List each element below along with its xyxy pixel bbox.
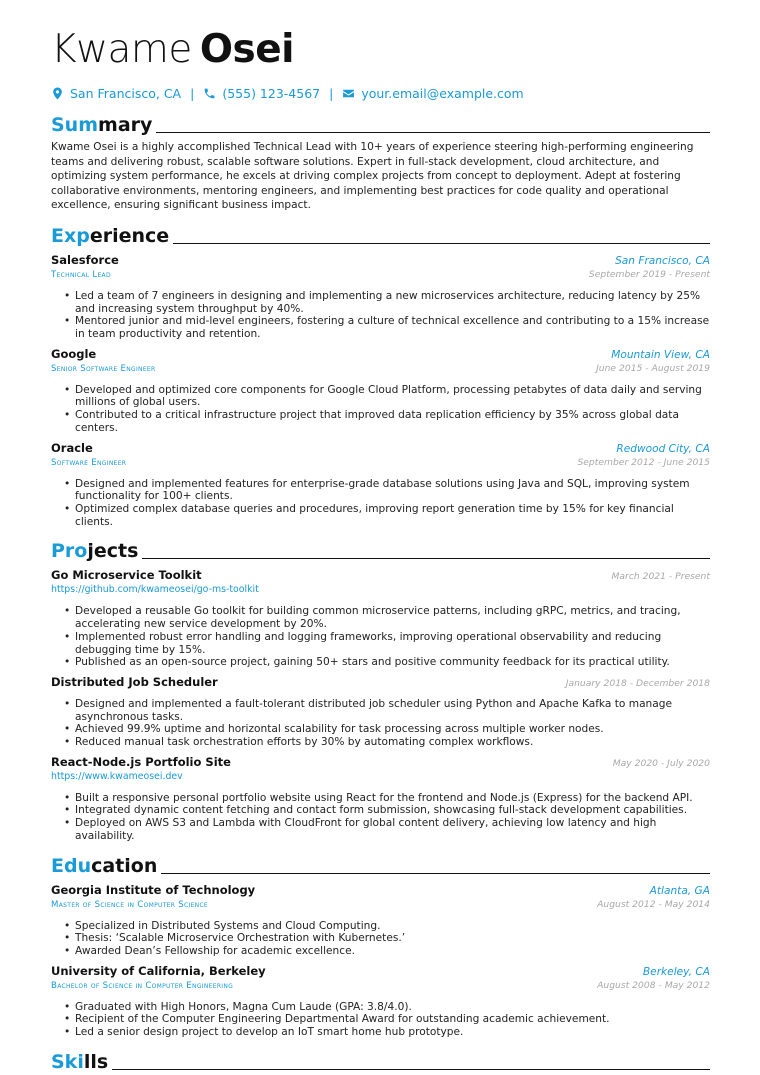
contact-location (51, 86, 181, 101)
education-entry (51, 883, 710, 958)
section-title-accent: Pro (51, 540, 88, 563)
degree-title: Bachelor of Science in Computer Engineering (51, 980, 234, 991)
bullet-list (51, 698, 710, 749)
bullet-item: • Awarded Dean’s Fellowship for academic excellence. (64, 945, 710, 958)
bullet-item: • Mentored junior and mid-level engineers, fostering a culture of technical excellence and contributing to a 15% increase in team productivity and retention. (64, 315, 710, 340)
project-entry (51, 568, 710, 669)
section-divider (142, 558, 710, 559)
section-title-accent: Ski (51, 1050, 84, 1073)
project-name: Distributed Job Scheduler (51, 674, 218, 689)
project-name: React-Node.js Portfolio Site (51, 754, 231, 769)
bullet-item: • Recipient of the Computer Engineering Departmental Award for outstanding academic achievement. (64, 1013, 710, 1026)
projects-section-heading (51, 538, 710, 562)
section-title (51, 540, 138, 562)
bullet-item: • Reduced manual task orchestration efforts by 30% by automating complex workflows. (64, 736, 710, 749)
entry-dates: September 2012 - June 2015 (577, 456, 710, 468)
section-divider (112, 1069, 710, 1070)
entry-dates: March 2021 - Present (611, 571, 710, 583)
bullet-item: • Graduated with High Honors, Magna Cum Laude (GPA: 3.8/4.0). (64, 1001, 710, 1014)
phone-icon (203, 87, 216, 100)
entry-subheader (51, 771, 710, 785)
summary-section-heading (51, 112, 710, 136)
entry-dates: January 2018 - December 2018 (565, 677, 710, 689)
entry-subheader (51, 899, 710, 913)
entry-header (51, 253, 710, 269)
bullet-item: • Implemented robust error handling and logging frameworks, improving operational observability and reducing debugging time by 15%. (64, 631, 710, 656)
company-name: Google (51, 346, 97, 361)
project-entry (51, 675, 710, 749)
education-list (51, 883, 710, 1039)
section-title (51, 225, 169, 247)
bullet-item: • Specialized in Distributed Systems and Cloud Computing. (64, 920, 710, 933)
section-title-rest: mary (98, 114, 153, 136)
project-link[interactable]: https://www.kwameosei.dev (51, 770, 183, 782)
email-link[interactable]: your.email@example.com (361, 85, 524, 101)
degree-title: Master of Science in Computer Science (51, 899, 209, 910)
entry-location: Berkeley, CA (642, 965, 710, 978)
entry-dates: August 2008 - May 2012 (597, 979, 710, 991)
bullet-list (51, 1001, 710, 1039)
experience-section-heading (51, 223, 710, 247)
envelope-icon (342, 87, 355, 100)
bullet-list (51, 478, 710, 529)
entry-header (51, 568, 710, 584)
entry-location: San Francisco, CA (615, 254, 710, 267)
skills-section-heading (51, 1049, 710, 1073)
entry-dates: June 2015 - August 2019 (596, 362, 710, 374)
contact-separator: | (190, 85, 195, 101)
school-name: Georgia Institute of Technology (51, 882, 256, 897)
bullet-item: • Designed and implemented features for enterprise-grade database solutions using Java and SQL, improving system functionality for 100+ clients. (64, 478, 710, 503)
entry-subheader (51, 457, 710, 471)
candidate-name (51, 28, 710, 74)
bullet-item: • Achieved 99.9% uptime and horizontal scalability for task processing across multiple worker nodes. (64, 723, 710, 736)
experience-list (51, 253, 710, 528)
summary-text: Kwame Osei is a highly accomplished Technical Lead with 10+ years of experience steering high-performing engineering teams and delivering robust, scalable software solutions. Expert in full-stack development, cloud architecture, and optimizing system performance, he excels at driving complex projects from concept to deployment. Adept at fostering collaborative environments, mentoring engineers, and implementing best practices for code quality and operational excellence, ensuring significant business impact. (51, 141, 694, 212)
section-title (51, 855, 157, 877)
bullet-item: • Developed and optimized core components for Google Cloud Platform, processing petabytes of data daily and serving millions of global users. (64, 384, 710, 409)
bullet-item: • Contributed to a critical infrastructure project that improved data replication efficiency by 35% across global data centers. (64, 409, 710, 434)
last-name: Osei (199, 27, 295, 72)
experience-entry (51, 441, 710, 529)
education-entry (51, 964, 710, 1039)
entry-header (51, 441, 710, 457)
entry-subheader (51, 980, 710, 994)
section-divider (173, 243, 710, 244)
bullet-list (51, 792, 710, 843)
project-entry (51, 755, 710, 843)
entry-header (51, 964, 710, 980)
bullet-item: • Led a senior design project to develop an IoT smart home hub prototype. (64, 1026, 710, 1039)
bullet-item: • Built a responsive personal portfolio website using React for the frontend and Node.js (Express) for the backend API. (64, 792, 710, 805)
section-title (51, 114, 152, 136)
experience-entry (51, 253, 710, 341)
entry-subheader (51, 363, 710, 377)
entry-location: Redwood City, CA (616, 442, 710, 455)
section-title-rest: lls (83, 1050, 109, 1073)
entry-dates: September 2019 - Present (588, 268, 710, 280)
project-link[interactable]: https://github.com/kwameosei/go-ms-toolkit (51, 584, 259, 596)
education-section-heading (51, 853, 710, 877)
entry-subheader (51, 584, 710, 598)
bullet-item: • Thesis: ‘Scalable Microservice Orchestration with Kubernetes.’ (64, 932, 710, 945)
bullet-item: • Designed and implemented a fault-tolerant distributed job scheduler using Python and Apache Kafka to manage asynchronous tasks. (64, 698, 710, 723)
school-name: University of California, Berkeley (51, 963, 266, 978)
company-name: Oracle (51, 440, 93, 455)
section-title-accent: Exp (51, 224, 90, 247)
entry-dates: May 2020 - July 2020 (612, 757, 710, 769)
phone-text[interactable]: (555) 123-4567 (222, 85, 321, 101)
section-title (51, 1051, 108, 1073)
bullet-item: • Published as an open-source project, gaining 50+ stars and positive community feedback for its practical utility. (64, 656, 710, 669)
entry-header (51, 675, 710, 691)
experience-entry (51, 347, 710, 435)
entry-location: Atlanta, GA (649, 884, 710, 897)
section-divider (161, 873, 710, 874)
project-name: Go Microservice Toolkit (51, 568, 202, 583)
bullet-item: • Developed a reusable Go toolkit for building common microservice patterns, including gRPC, metrics, and tracing, accelerating new service development by 20%. (64, 605, 710, 630)
contact-bar (51, 84, 710, 102)
contact-separator: | (329, 85, 334, 101)
bullet-list (51, 290, 710, 341)
section-title-accent: Edu (51, 854, 92, 877)
entry-header (51, 883, 710, 899)
section-title-rest: jects (87, 540, 139, 563)
company-name: Salesforce (51, 252, 119, 267)
entry-subheader (51, 269, 710, 283)
entry-header (51, 347, 710, 363)
job-title: Senior Software Engineer (51, 363, 156, 374)
bullet-item: • Deployed on AWS S3 and Lambda with CloudFront for global content delivery, achieving low latency and high availability. (64, 817, 710, 842)
entry-header (51, 755, 710, 771)
bullet-list (51, 384, 710, 435)
entry-location: Mountain View, CA (611, 348, 710, 361)
contact-phone[interactable] (203, 86, 320, 101)
bullet-item: • Integrated dynamic content fetching and contact form submission, showcasing full-stack development capabilities. (64, 804, 710, 817)
section-title-accent: Sum (51, 114, 99, 136)
job-title: Technical Lead (51, 269, 111, 280)
contact-email[interactable] (342, 86, 523, 101)
bullet-list (51, 920, 710, 958)
section-title-rest: cation (91, 854, 158, 877)
job-title: Software Engineer (51, 457, 127, 468)
projects-list (51, 568, 710, 842)
bullet-list (51, 605, 710, 669)
map-marker-icon (51, 87, 64, 100)
first-name: Kwame (51, 27, 192, 72)
section-divider (156, 132, 710, 133)
entry-dates: August 2012 - May 2014 (597, 898, 710, 910)
section-title-rest: erience (89, 224, 170, 247)
bullet-item: • Optimized complex database queries and procedures, improving report generation time by 15% for key financial clients. (64, 503, 710, 528)
location-text: San Francisco, CA (70, 85, 182, 101)
bullet-item: • Led a team of 7 engineers in designing and implementing a new microservices architecture, reducing latency by 25% and increasing system throughput by 40%. (64, 290, 710, 315)
